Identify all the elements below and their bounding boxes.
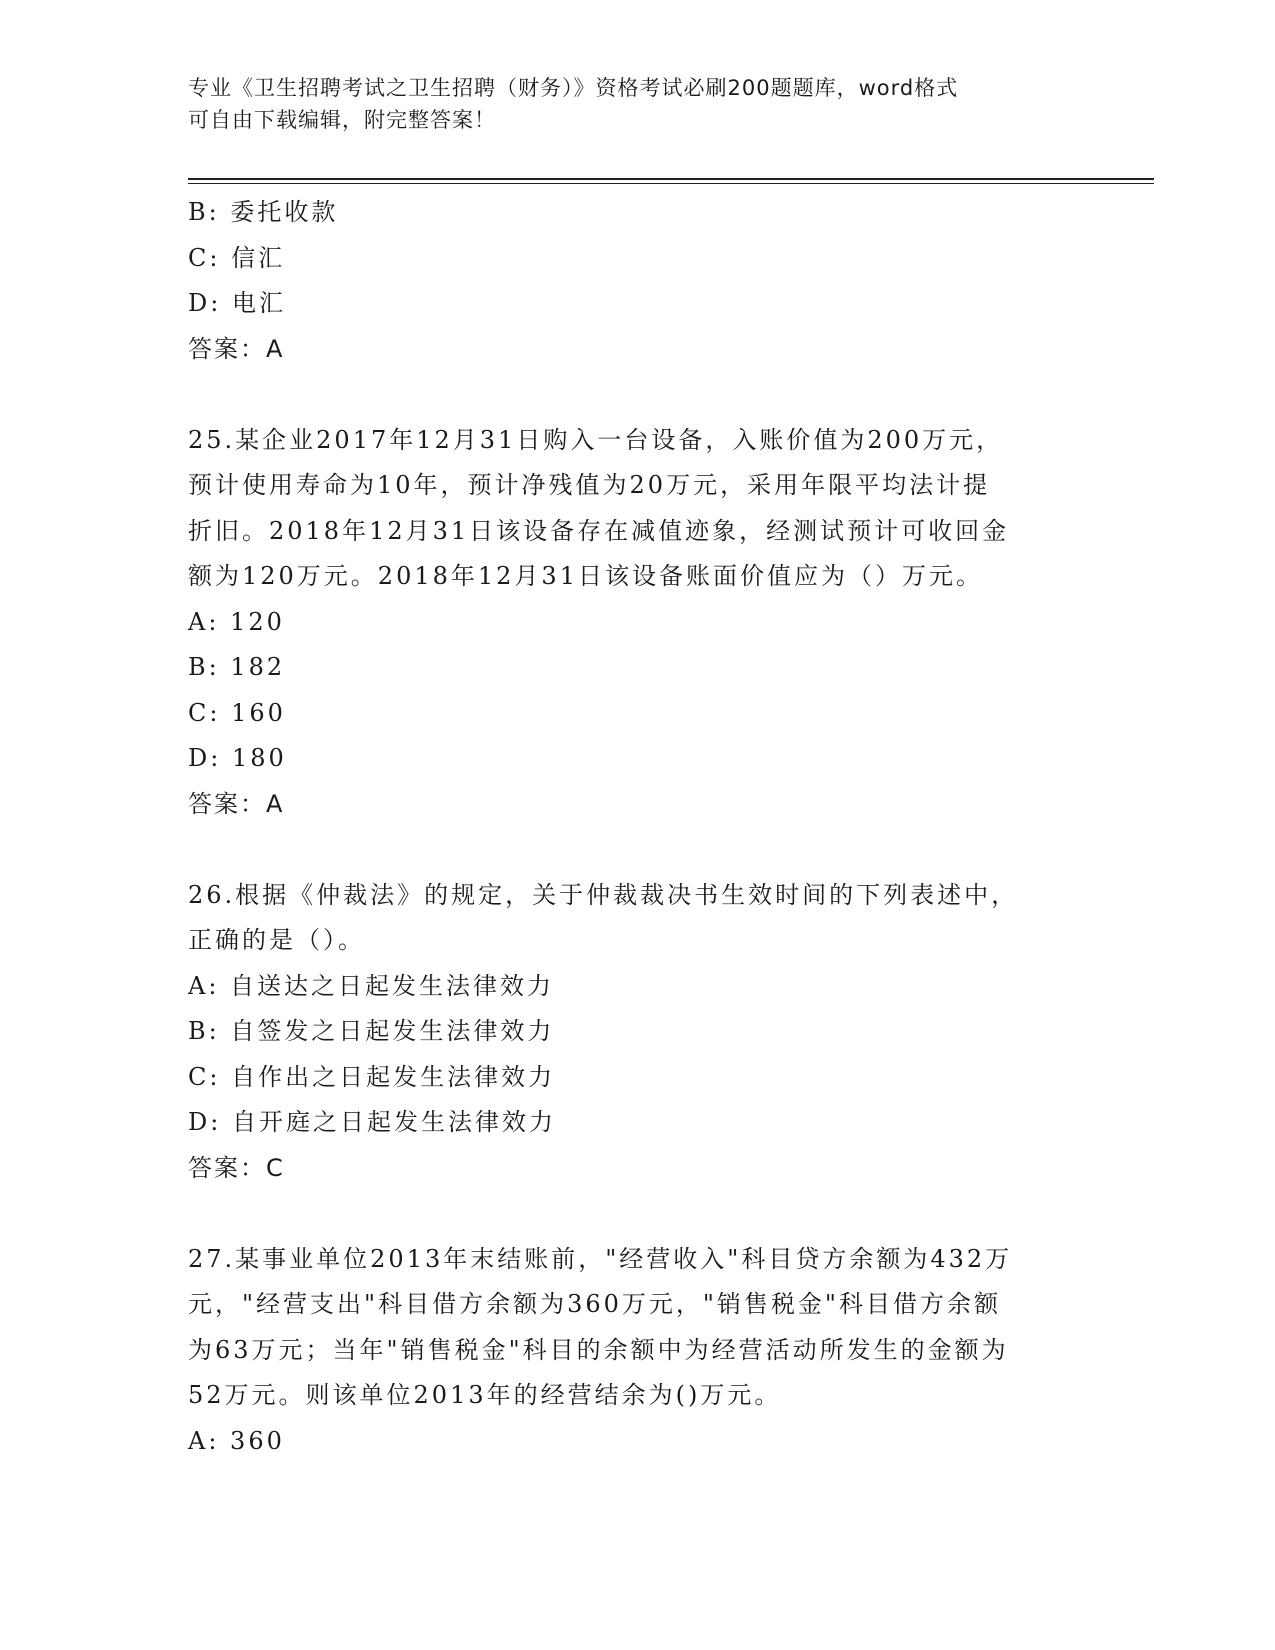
question-27 [188,1237,1068,1465]
question-text-line: 预计使用寿命为10年，预计净残值为20万元，采用年限平均法计提 [188,471,991,499]
option-c: C: 160 [188,698,286,727]
question-text-line: 额为120万元。2018年12月31日该设备账面价值应为（）万元。 [188,562,983,590]
option-b: B: 自签发之日起发生法律效力 [188,1017,555,1045]
question-text-line: 52万元。则该单位2013年的经营结余为()万元。 [188,1381,782,1409]
question-text-line: 为63万元；当年"销售税金"科目的余额中为经营活动所发生的金额为 [188,1335,1009,1364]
question-text-line: 元，"经营支出"科目借方余额为360万元，"销售税金"科目借方余额 [188,1290,1001,1318]
option-c: C: 自作出之日起发生法律效力 [188,1062,556,1091]
option-b: B: 委托收款 [188,198,339,226]
option-a: A: 自送达之日起发生法律效力 [188,971,555,1000]
header-line-1: 专业《卫生招聘考试之卫生招聘（财务）》资格考试必刷200题题库，word格式 [188,76,959,100]
option-a: A: 360 [188,1426,285,1455]
option-d: D: 180 [188,744,287,772]
question-text-line: 26.根据《仲裁法》的规定，关于仲裁裁决书生效时间的下列表述中， [188,880,1019,909]
question-text-line: 折旧。2018年12月31日该设备存在减值迹象，经测试预计可收回金 [188,516,1010,545]
question-content [188,190,1068,1464]
spacer [188,827,1068,873]
question-text-line: 正确的是（）。 [188,926,365,954]
answer: 答案：A [188,334,285,363]
question-25 [188,418,1068,828]
question-26 [188,873,1068,1192]
option-d: D: 自开庭之日起发生法律效力 [188,1108,556,1136]
option-d: D: 电汇 [188,289,286,317]
option-b: B: 182 [188,653,286,681]
option-c: C: 信汇 [188,243,286,272]
answer: 答案：C [188,1153,285,1182]
option-a: A: 120 [188,607,285,636]
document-header [188,72,1068,136]
answer: 答案：A [188,789,285,818]
header-line-2: 可自由下载编辑，附完整答案！ [188,108,496,132]
header-divider-thin [188,183,1154,184]
spacer [188,372,1068,418]
spacer [188,1191,1068,1237]
header-divider-thick [188,178,1154,180]
question-text-line: 25.某企业2017年12月31日购入一台设备，入账价值为200万元， [188,425,1004,454]
question-text-line: 27.某事业单位2013年末结账前，"经营收入"科目贷方余额为432万 [188,1244,1013,1273]
